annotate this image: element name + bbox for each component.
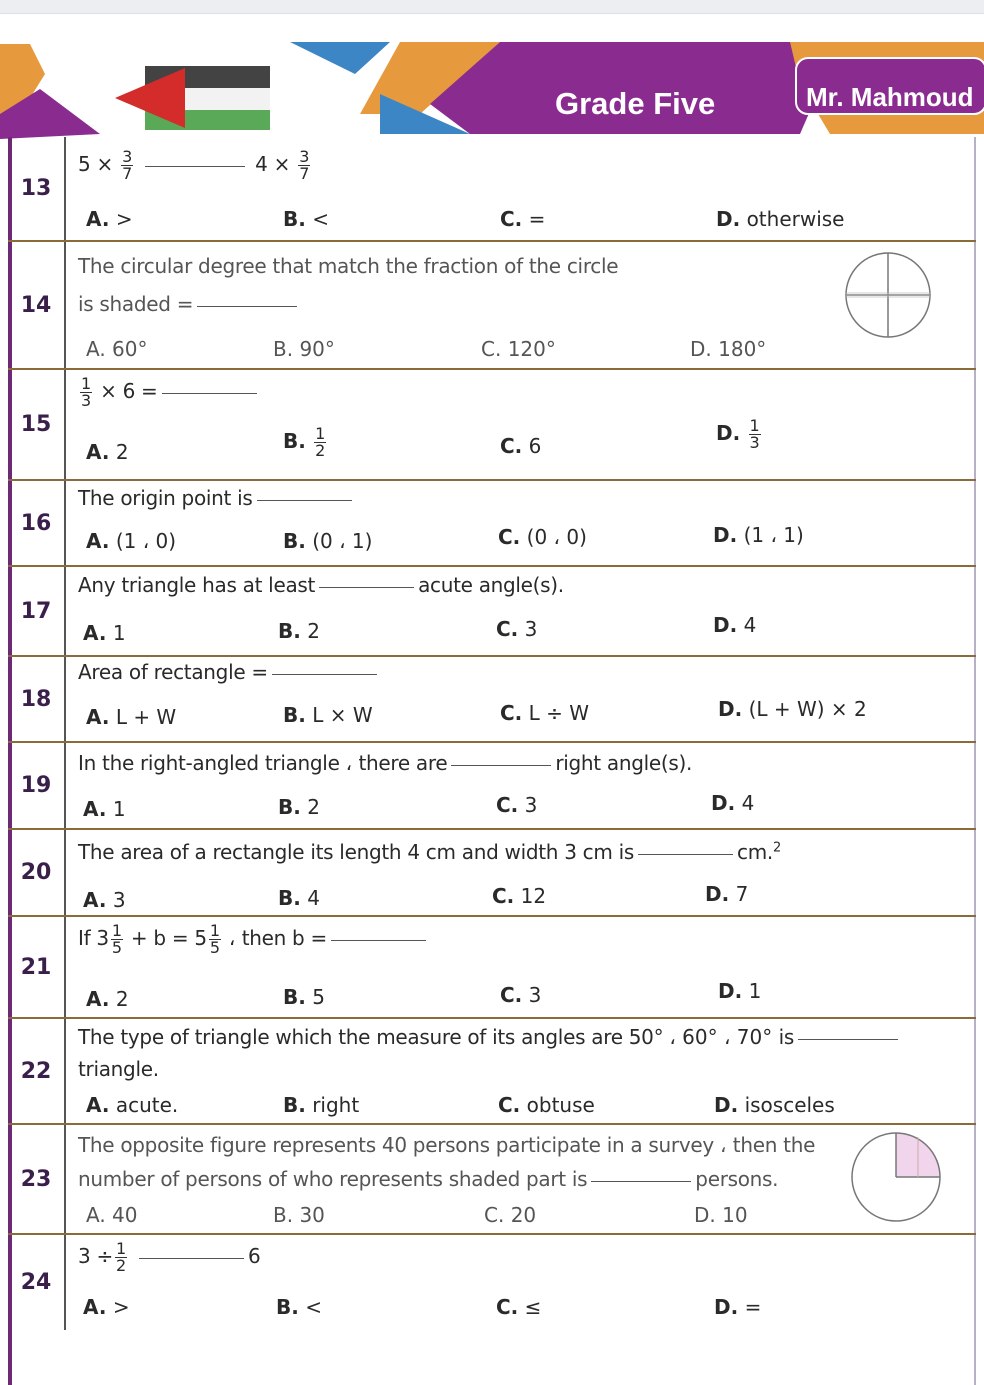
option-a[interactable]: A. 40 — [86, 1203, 138, 1227]
question-number: 24 — [8, 1235, 66, 1330]
option-a[interactable]: A. 2 — [86, 440, 129, 464]
option-a[interactable]: A. acute. — [86, 1093, 179, 1117]
option-c[interactable]: C. 20 — [484, 1203, 537, 1227]
option-b[interactable]: B. 90° — [273, 337, 335, 361]
option-b[interactable]: B. < — [276, 1295, 322, 1319]
question-16 — [8, 481, 976, 567]
question-number: 22 — [8, 1019, 66, 1123]
question-number: 19 — [8, 743, 66, 828]
question-stem: Area of rectangle = — [78, 660, 381, 684]
option-b[interactable]: B. L × W — [283, 703, 373, 727]
question-23 — [8, 1125, 976, 1235]
question-stem: If 3 $\frac{1}{5}$ + b = 5 $\frac{1}{5}$ ، then b = — [78, 923, 430, 956]
question-number: 17 — [8, 567, 66, 655]
option-a[interactable]: A. 3 — [83, 888, 126, 912]
option-a[interactable]: A. > — [86, 207, 133, 231]
question-stem: The type of triangle which the measure of its angles are 50° ، 60° ، 70° is — [78, 1025, 902, 1049]
question-number: 15 — [8, 370, 66, 479]
page-title: Grade Five — [555, 86, 716, 121]
option-c[interactable]: C. 120° — [481, 337, 556, 361]
option-b[interactable]: B. (0 ، 1) — [283, 529, 373, 553]
option-b[interactable]: B. right — [283, 1093, 360, 1117]
option-c[interactable]: C. = — [500, 207, 546, 231]
option-d[interactable]: D. isosceles — [714, 1093, 835, 1117]
option-a[interactable]: A. 1 — [83, 797, 126, 821]
option-d[interactable]: D. 4 — [713, 613, 757, 637]
option-d[interactable]: D. 7 — [705, 882, 749, 906]
question-number: 21 — [8, 917, 66, 1017]
option-c[interactable]: C. obtuse — [498, 1093, 595, 1117]
option-c[interactable]: C. 3 — [496, 793, 538, 817]
question-21 — [8, 917, 976, 1019]
question-stem: $\frac{1}{3}$ × 6 = — [78, 376, 261, 409]
teacher-name: Mr. Mahmoud — [806, 82, 974, 112]
option-b[interactable]: B. 5 — [283, 985, 325, 1009]
option-a[interactable]: A. 60° — [86, 337, 148, 361]
option-d[interactable]: D. 4 — [711, 791, 755, 815]
question-number: 13 — [8, 137, 66, 240]
question-13 — [8, 137, 976, 242]
question-stem: 5 × $\frac{3}{7}$ 4 × $\frac{3}{7}$ — [78, 147, 310, 183]
question-stem: The circular degree that match the fraction of the circle — [78, 254, 619, 278]
question-stem-line2: triangle. — [78, 1057, 159, 1081]
option-d[interactable]: D. $\frac{1}{3}$ — [716, 416, 760, 452]
option-d[interactable]: D. otherwise — [716, 207, 845, 231]
question-number: 20 — [8, 830, 66, 915]
question-24 — [8, 1235, 976, 1330]
option-a[interactable]: A. L + W — [86, 705, 177, 729]
option-d[interactable]: D. (1 ، 1) — [713, 523, 804, 547]
question-stem-line2: number of persons of who represents shaded part is persons. — [78, 1167, 779, 1191]
option-c[interactable]: C. ≤ — [496, 1295, 542, 1319]
question-number: 14 — [8, 242, 66, 368]
status-bar — [0, 0, 984, 14]
option-d[interactable]: D. 1 — [718, 979, 762, 1003]
question-22 — [8, 1019, 976, 1125]
circle-fraction-figure — [843, 250, 933, 340]
question-20 — [8, 830, 976, 917]
question-number: 16 — [8, 481, 66, 565]
header-banner — [0, 14, 984, 139]
question-19 — [8, 743, 976, 830]
question-17 — [8, 567, 976, 657]
option-c[interactable]: C. 12 — [492, 884, 547, 908]
option-b[interactable]: B. < — [283, 207, 329, 231]
option-b[interactable]: B. 2 — [278, 619, 320, 643]
circle-survey-figure — [848, 1129, 944, 1225]
question-number: 18 — [8, 657, 66, 741]
question-stem-line2: is shaded = — [78, 292, 301, 316]
question-stem: Any triangle has at least acute angle(s). — [78, 573, 564, 597]
question-14 — [8, 242, 976, 370]
option-c[interactable]: C. (0 ، 0) — [498, 525, 587, 549]
option-b[interactable]: B. 4 — [278, 886, 320, 910]
question-15 — [8, 370, 976, 481]
option-c[interactable]: C. L ÷ W — [500, 701, 590, 725]
option-b[interactable]: B. 2 — [278, 795, 320, 819]
question-stem: The area of a rectangle its length 4 cm and width 3 cm is cm.$^2$ — [78, 840, 781, 864]
option-b[interactable]: B. 30 — [273, 1203, 325, 1227]
option-d[interactable]: D. (L + W) × 2 — [718, 697, 867, 721]
flag-icon — [115, 64, 280, 134]
option-c[interactable]: C. 3 — [496, 617, 538, 641]
option-a[interactable]: A. 1 — [83, 621, 126, 645]
question-stem: The opposite figure represents 40 persons participate in a survey ، then the — [78, 1133, 816, 1157]
option-a[interactable]: A. > — [83, 1295, 130, 1319]
question-stem: In the right-angled triangle ، there are right angle(s). — [78, 751, 693, 775]
option-b[interactable]: B. $\frac{1}{2}$ — [283, 424, 326, 460]
option-a[interactable]: A. 2 — [86, 987, 129, 1011]
option-c[interactable]: C. 3 — [500, 983, 542, 1007]
question-number: 23 — [8, 1125, 66, 1233]
option-a[interactable]: A. (1 ، 0) — [86, 529, 177, 553]
option-d[interactable]: D. = — [714, 1295, 762, 1319]
question-stem: 3 ÷ $\frac{1}{2}$ 6 — [78, 1239, 261, 1275]
question-stem: The origin point is — [78, 486, 356, 510]
option-c[interactable]: C. 6 — [500, 434, 542, 458]
option-d[interactable]: D. 10 — [694, 1203, 748, 1227]
question-18 — [8, 657, 976, 743]
option-d[interactable]: D. 180° — [690, 337, 767, 361]
